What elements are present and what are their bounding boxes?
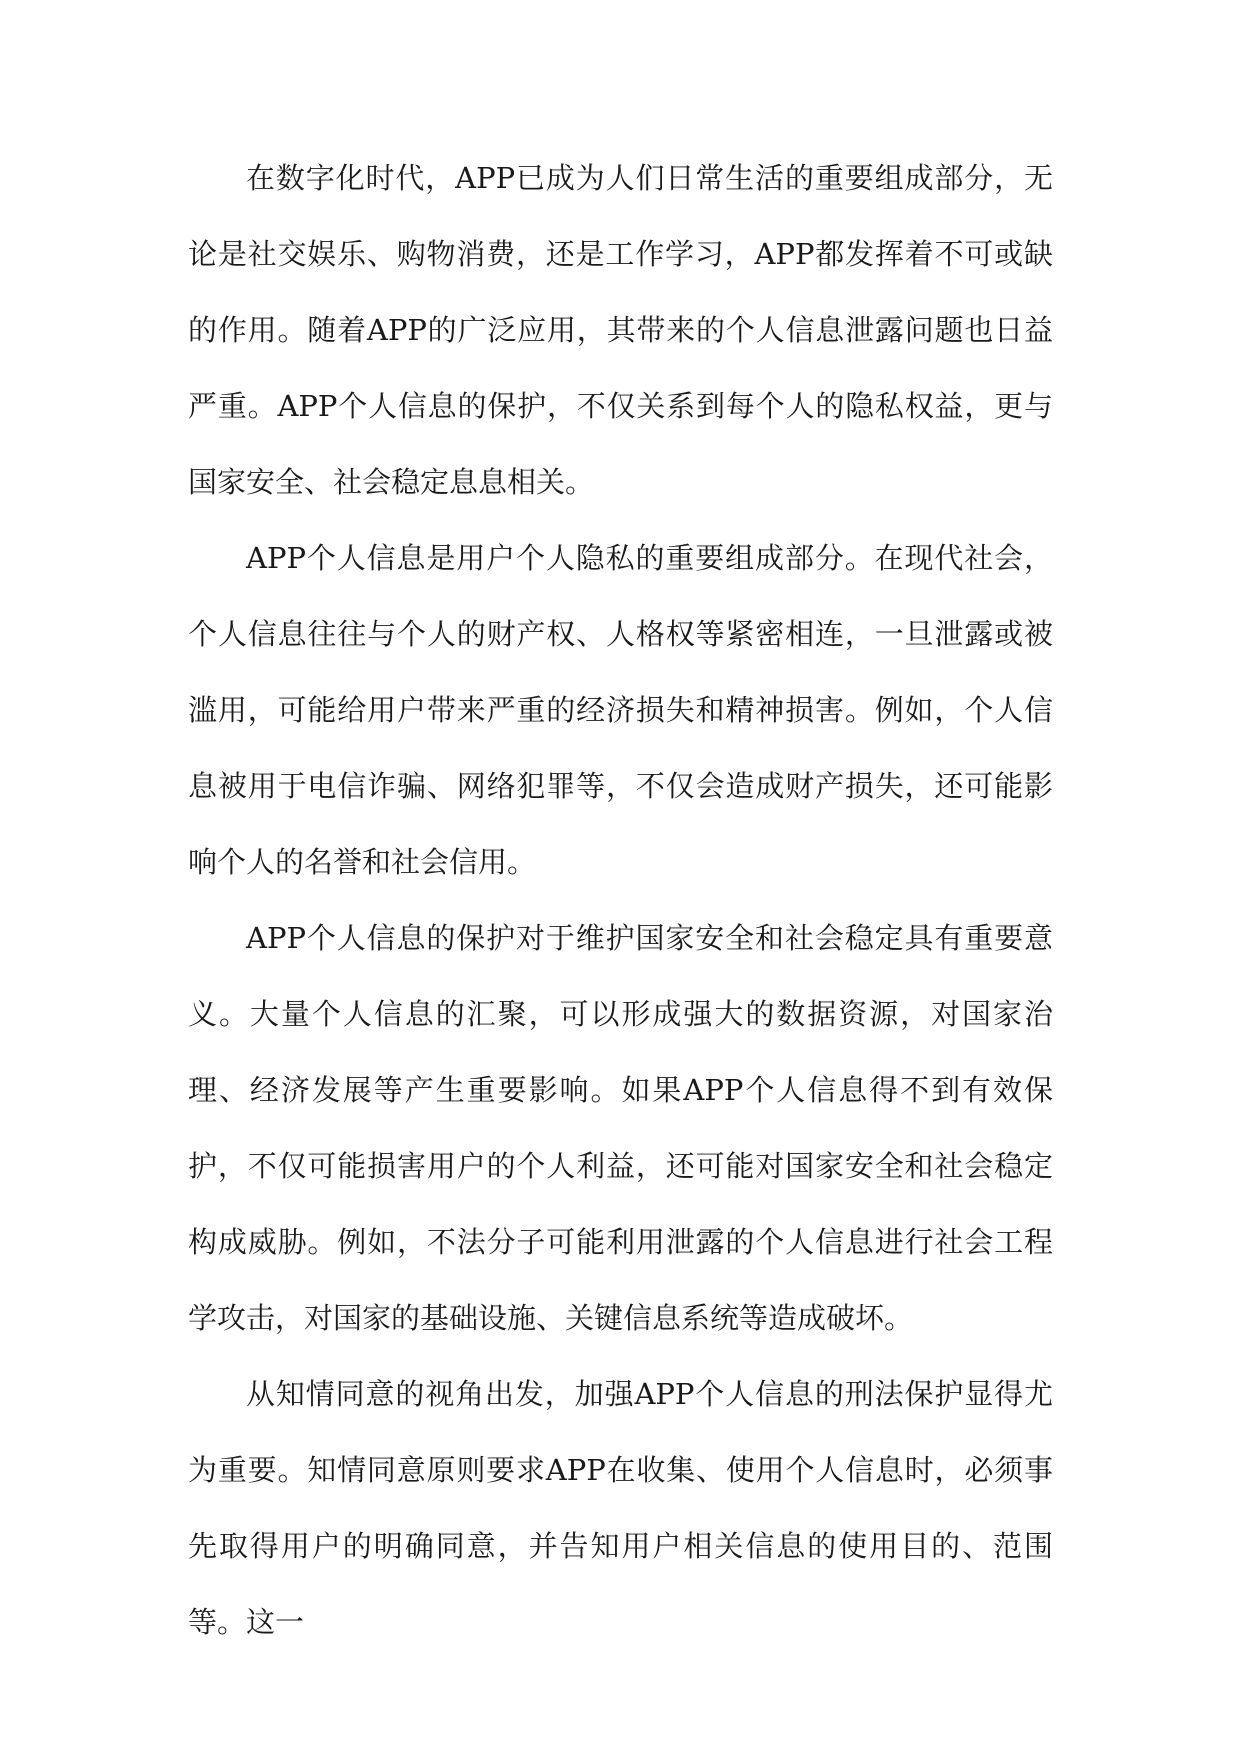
paragraph-1: 在数字化时代，APP已成为人们日常生活的重要组成部分，无论是社交娱乐、购物消费，还是工作学习，APP都发挥着不可或缺的作用。随着APP的广泛应用，其带来的个人信息泄露问题也日益严重。APP个人信息的保护，不仅关系到每个人的隐私权益，更与国家安全、社会稳定息息相关。 xyxy=(188,161,1053,499)
document-body xyxy=(188,140,1053,1660)
paragraph-4: 从知情同意的视角出发，加强APP个人信息的刑法保护显得尤为重要。知情同意原则要求APP在收集、使用个人信息时，必须事先取得用户的明确同意，并告知用户相关信息的使用目的、范围等。这一 xyxy=(188,1377,1053,1639)
paragraph-2: APP个人信息是用户个人隐私的重要组成部分。在现代社会，个人信息往往与个人的财产权、人格权等紧密相连，一旦泄露或被滥用，可能给用户带来严重的经济损失和精神损害。例如，个人信息被用于电信诈骗、网络犯罪等，不仅会造成财产损失，还可能影响个人的名誉和社会信用。 xyxy=(188,541,1053,879)
paragraph-3: APP个人信息的保护对于维护国家安全和社会稳定具有重要意义。大量个人信息的汇聚，可以形成强大的数据资源，对国家治理、经济发展等产生重要影响。如果APP个人信息得不到有效保护，不仅可能损害用户的个人利益，还可能对国家安全和社会稳定构成威胁。例如，不法分子可能利用泄露的个人信息进行社会工程学攻击，对国家的基础设施、关键信息系统等造成破坏。 xyxy=(188,921,1053,1335)
